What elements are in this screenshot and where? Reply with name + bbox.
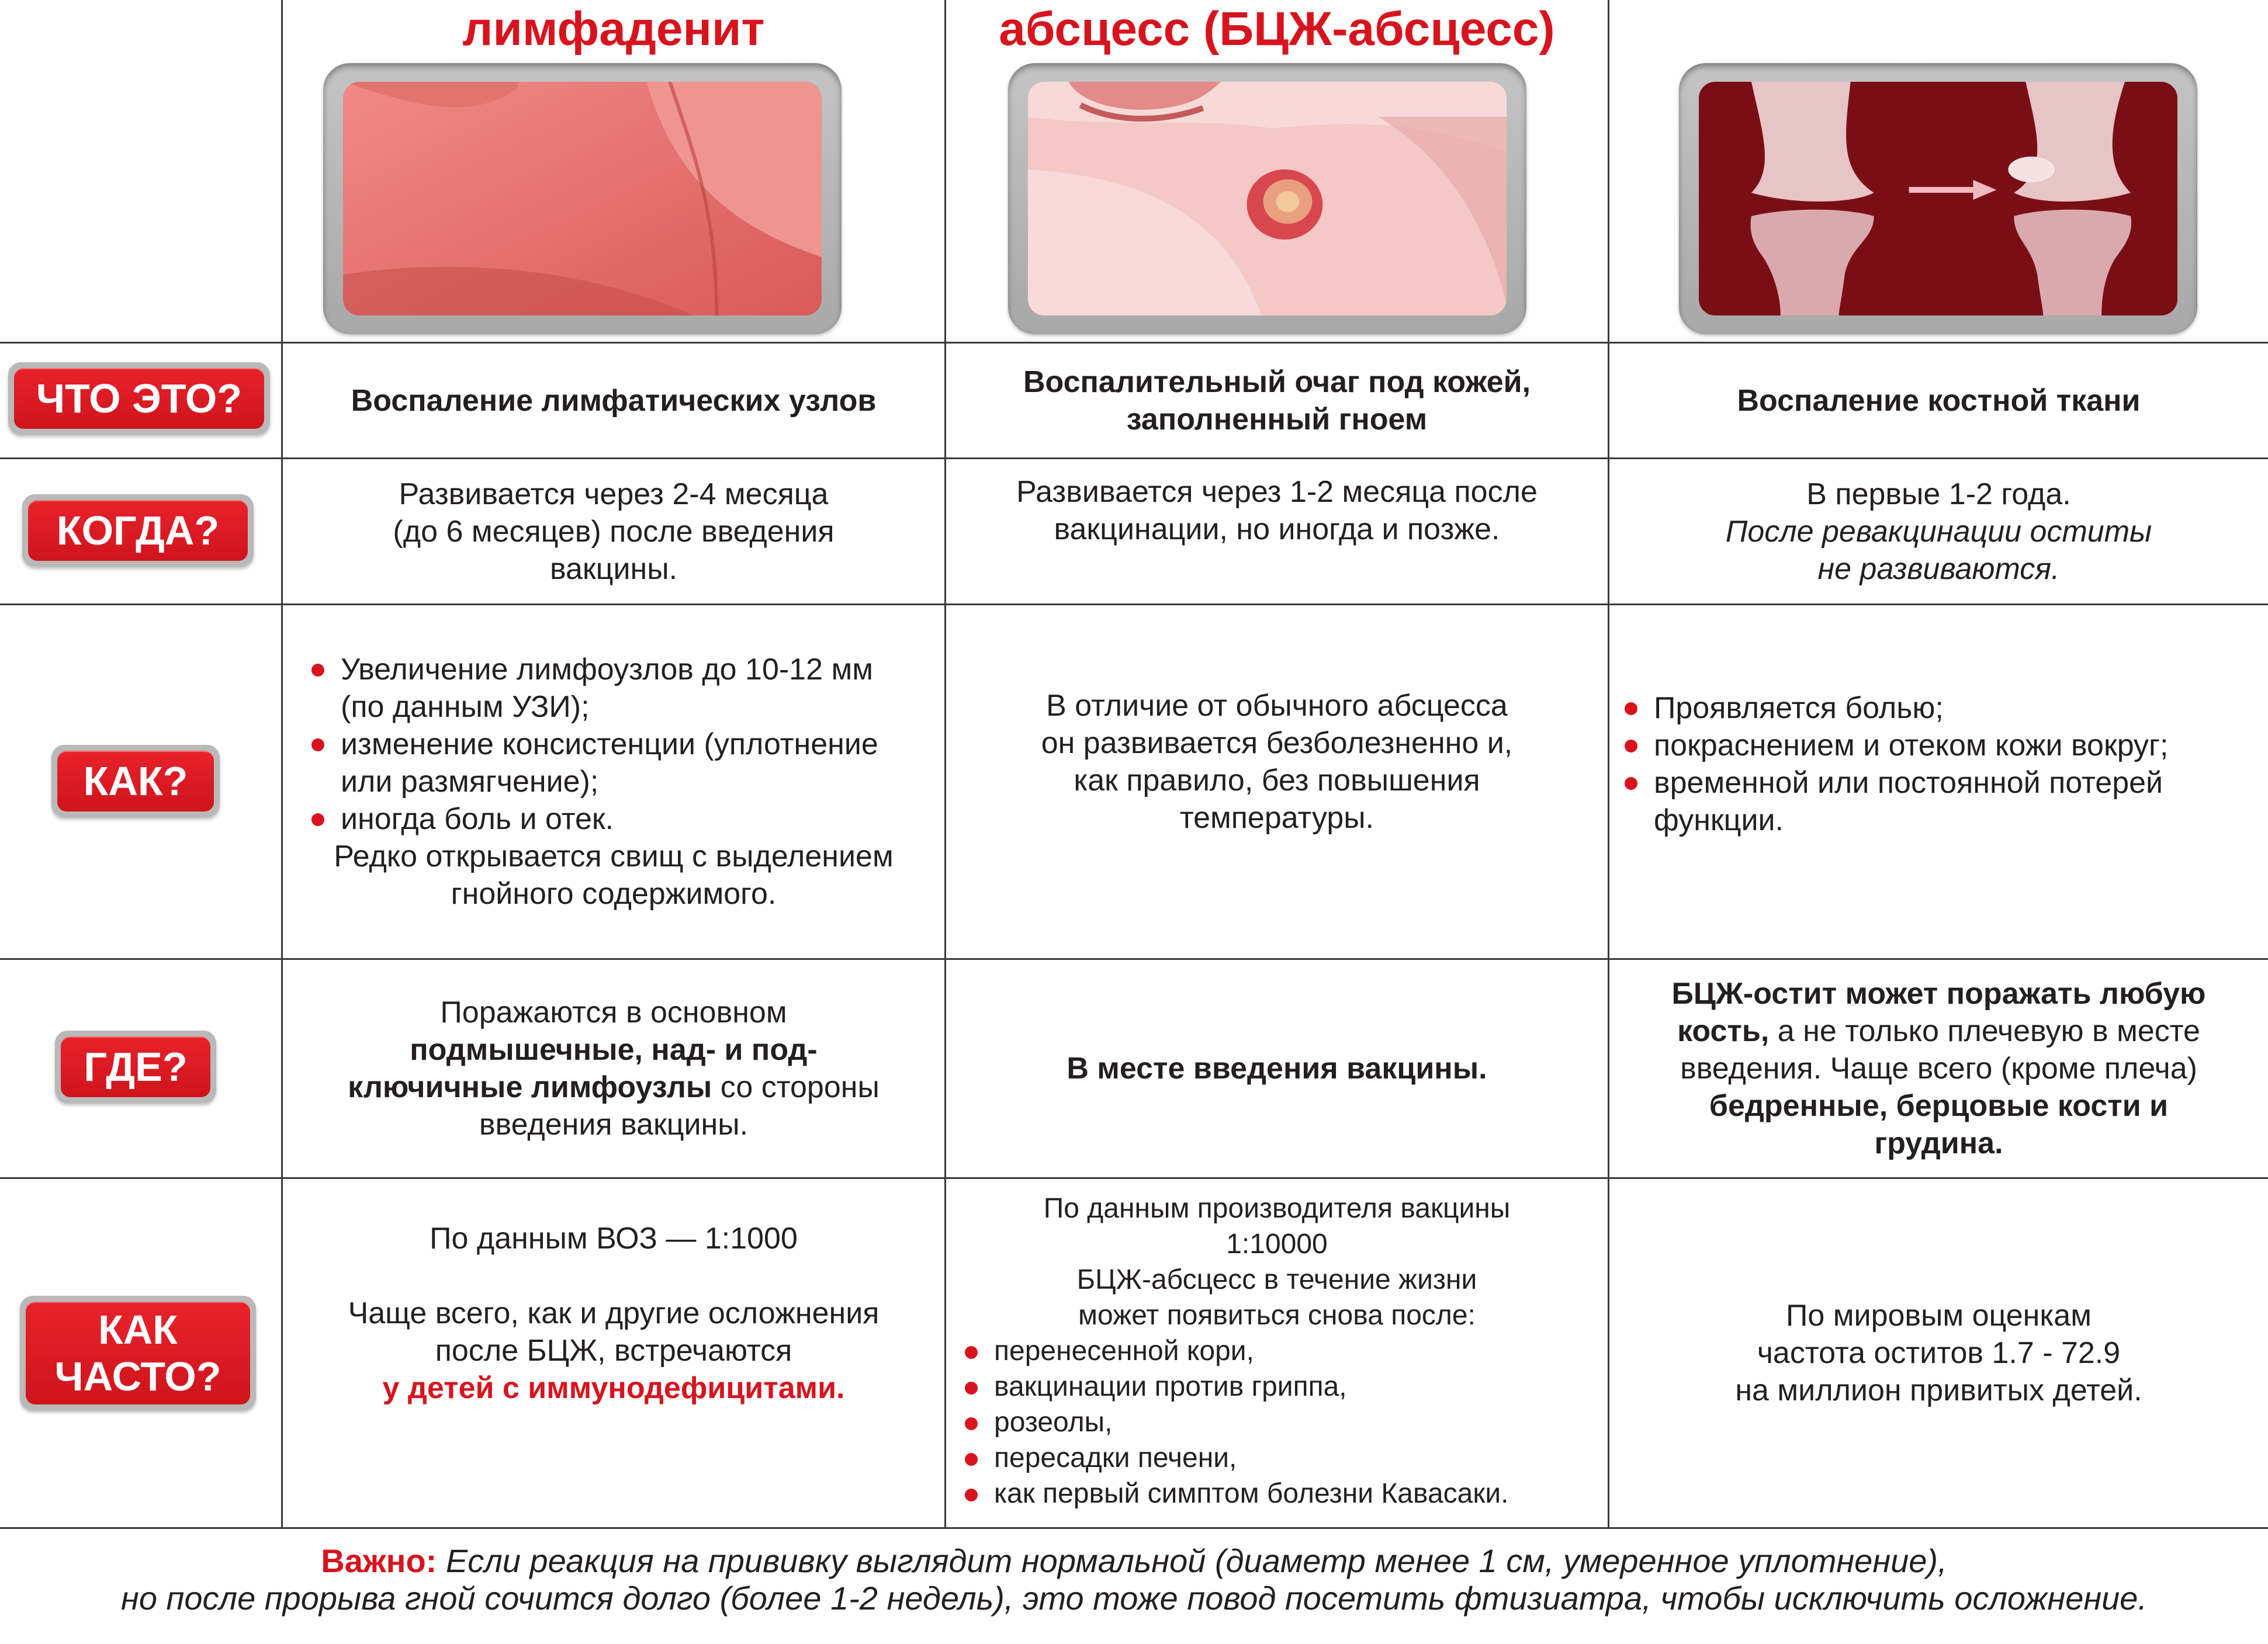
cell-when-abscess: Развивается через 1-2 месяца после вакцинации, но иногда и позже.	[1016, 475, 1538, 546]
list-item: временной или постоянной потерей	[1620, 764, 2168, 802]
list-item: изменение консистенции (уплотнение	[307, 726, 920, 763]
list-item: Увеличение лимфоузлов до 10-12 мм	[307, 651, 920, 688]
cell-what-ostitis: Воспаление костной ткани	[1737, 383, 2141, 418]
how-ostitis-list	[1620, 689, 2168, 839]
list-item: иногда боль и отек.	[307, 800, 920, 838]
column-title-lymphadenitis: лимфаденит	[462, 2, 765, 56]
abscess-photo-frame	[1008, 63, 1526, 334]
cell-how-lymphadenitis: Увеличение лимфоузлов до 10-12 мм (по данным УЗИ); изменение консистенции (уплотнение или размягчение); иногда боль и отек. Редко открывается свищ с выделением гнойного содержимого.	[283, 605, 944, 958]
row-label-how: КАК?	[51, 745, 220, 817]
list-item: как первый симптом болезни Кавасаки.	[960, 1476, 1509, 1511]
row-label-when: КОГДА?	[22, 494, 254, 567]
cell-often-abscess: По данным производителя вакцины 1:10000 БЦЖ-абсцесс в течение жизни может появиться снова после: перенесенной кори, вакцинации против гриппа, розеолы, пересадки печени, как первый симптом болезни Кавасаки.	[946, 1179, 1608, 1527]
cell-where-ostitis: БЦЖ-остит может поражать любую кость, а не только плечевую в месте введения. Чаще всего (кроме плеча) бедренные, берцовые кости и грудина.	[1671, 977, 2206, 1160]
cell-when-lymphadenitis: Развивается через 2-4 месяца (до 6 месяцев) после введения вакцины.	[393, 477, 835, 586]
cell-where-abscess: В месте введения вакцины.	[1067, 1052, 1487, 1085]
grid-hline-6	[0, 1527, 2268, 1529]
cell-where-lymphadenitis: Поражаются в основном подмышечные, над- и под- ключичные лимфоузлы со стороны введения вакцины.	[348, 996, 880, 1142]
list-item: Проявляется болью;	[1620, 689, 2168, 727]
cell-how-ostitis	[1609, 605, 2268, 958]
list-item: пересадки печени,	[960, 1440, 1509, 1476]
row-label-how-often: КАК ЧАСТО?	[20, 1296, 256, 1410]
cell-when-ostitis: В первые 1-2 года. После ревакцинации оститы не развиваются.	[1725, 477, 2152, 586]
list-item-continuation: (по данным УЗИ);	[341, 690, 590, 724]
cell-what-lymphadenitis: Воспаление лимфатических узлов	[351, 383, 877, 418]
cell-often-lymphadenitis: По данным ВОЗ — 1:1000 Чаще всего, как и другие осложнения после БЦЖ, встречаются у детей с иммунодефицитами.	[348, 1222, 880, 1405]
how-lymphadenitis-list	[307, 651, 920, 838]
lymphadenitis-photo	[343, 82, 822, 315]
list-item: вакцинации против гриппа,	[960, 1369, 1509, 1404]
list-item: покраснением и отеком кожи вокруг;	[1620, 727, 2168, 764]
row-label-where: ГДЕ?	[55, 1031, 216, 1103]
list-item: розеолы,	[960, 1404, 1509, 1440]
xray-photo	[1699, 82, 2177, 315]
list-item-continuation: функции.	[1654, 803, 1784, 837]
row-label-what: ЧТО ЭТО?	[8, 362, 270, 435]
cell-how-abscess: В отличие от обычного абсцесса он развивается безболезненно и, как правило, без повышения температуры.	[1041, 689, 1513, 835]
list-item: перенесенной кори,	[960, 1333, 1509, 1369]
important-note: Важно: Если реакция на прививку выглядит нормальной (диаметр менее 1 см, умеренное уплотнение), но после прорыва гной сочится долго (более 1-2 недель), это тоже повод посетить фтизиатра, чтобы исключить осложнение.	[121, 1542, 2147, 1617]
cell-often-ostitis: По мировым оценкам частота оститов 1.7 - 72.9 на миллион привитых детей.	[1735, 1299, 2142, 1407]
lymphadenitis-photo-frame	[323, 63, 842, 334]
xray-photo-frame	[1679, 63, 2197, 334]
abscess-photo	[1028, 82, 1507, 315]
cell-what-abscess: Воспалительный очаг под кожей, заполненный гноем	[1023, 365, 1531, 436]
column-title-abscess: абсцесс (БЦЖ-абсцесс)	[999, 2, 1555, 56]
often-abscess-list	[960, 1333, 1509, 1511]
column-title-ostitis	[1609, 0, 2268, 58]
list-item-continuation: или размягчение);	[341, 765, 599, 799]
